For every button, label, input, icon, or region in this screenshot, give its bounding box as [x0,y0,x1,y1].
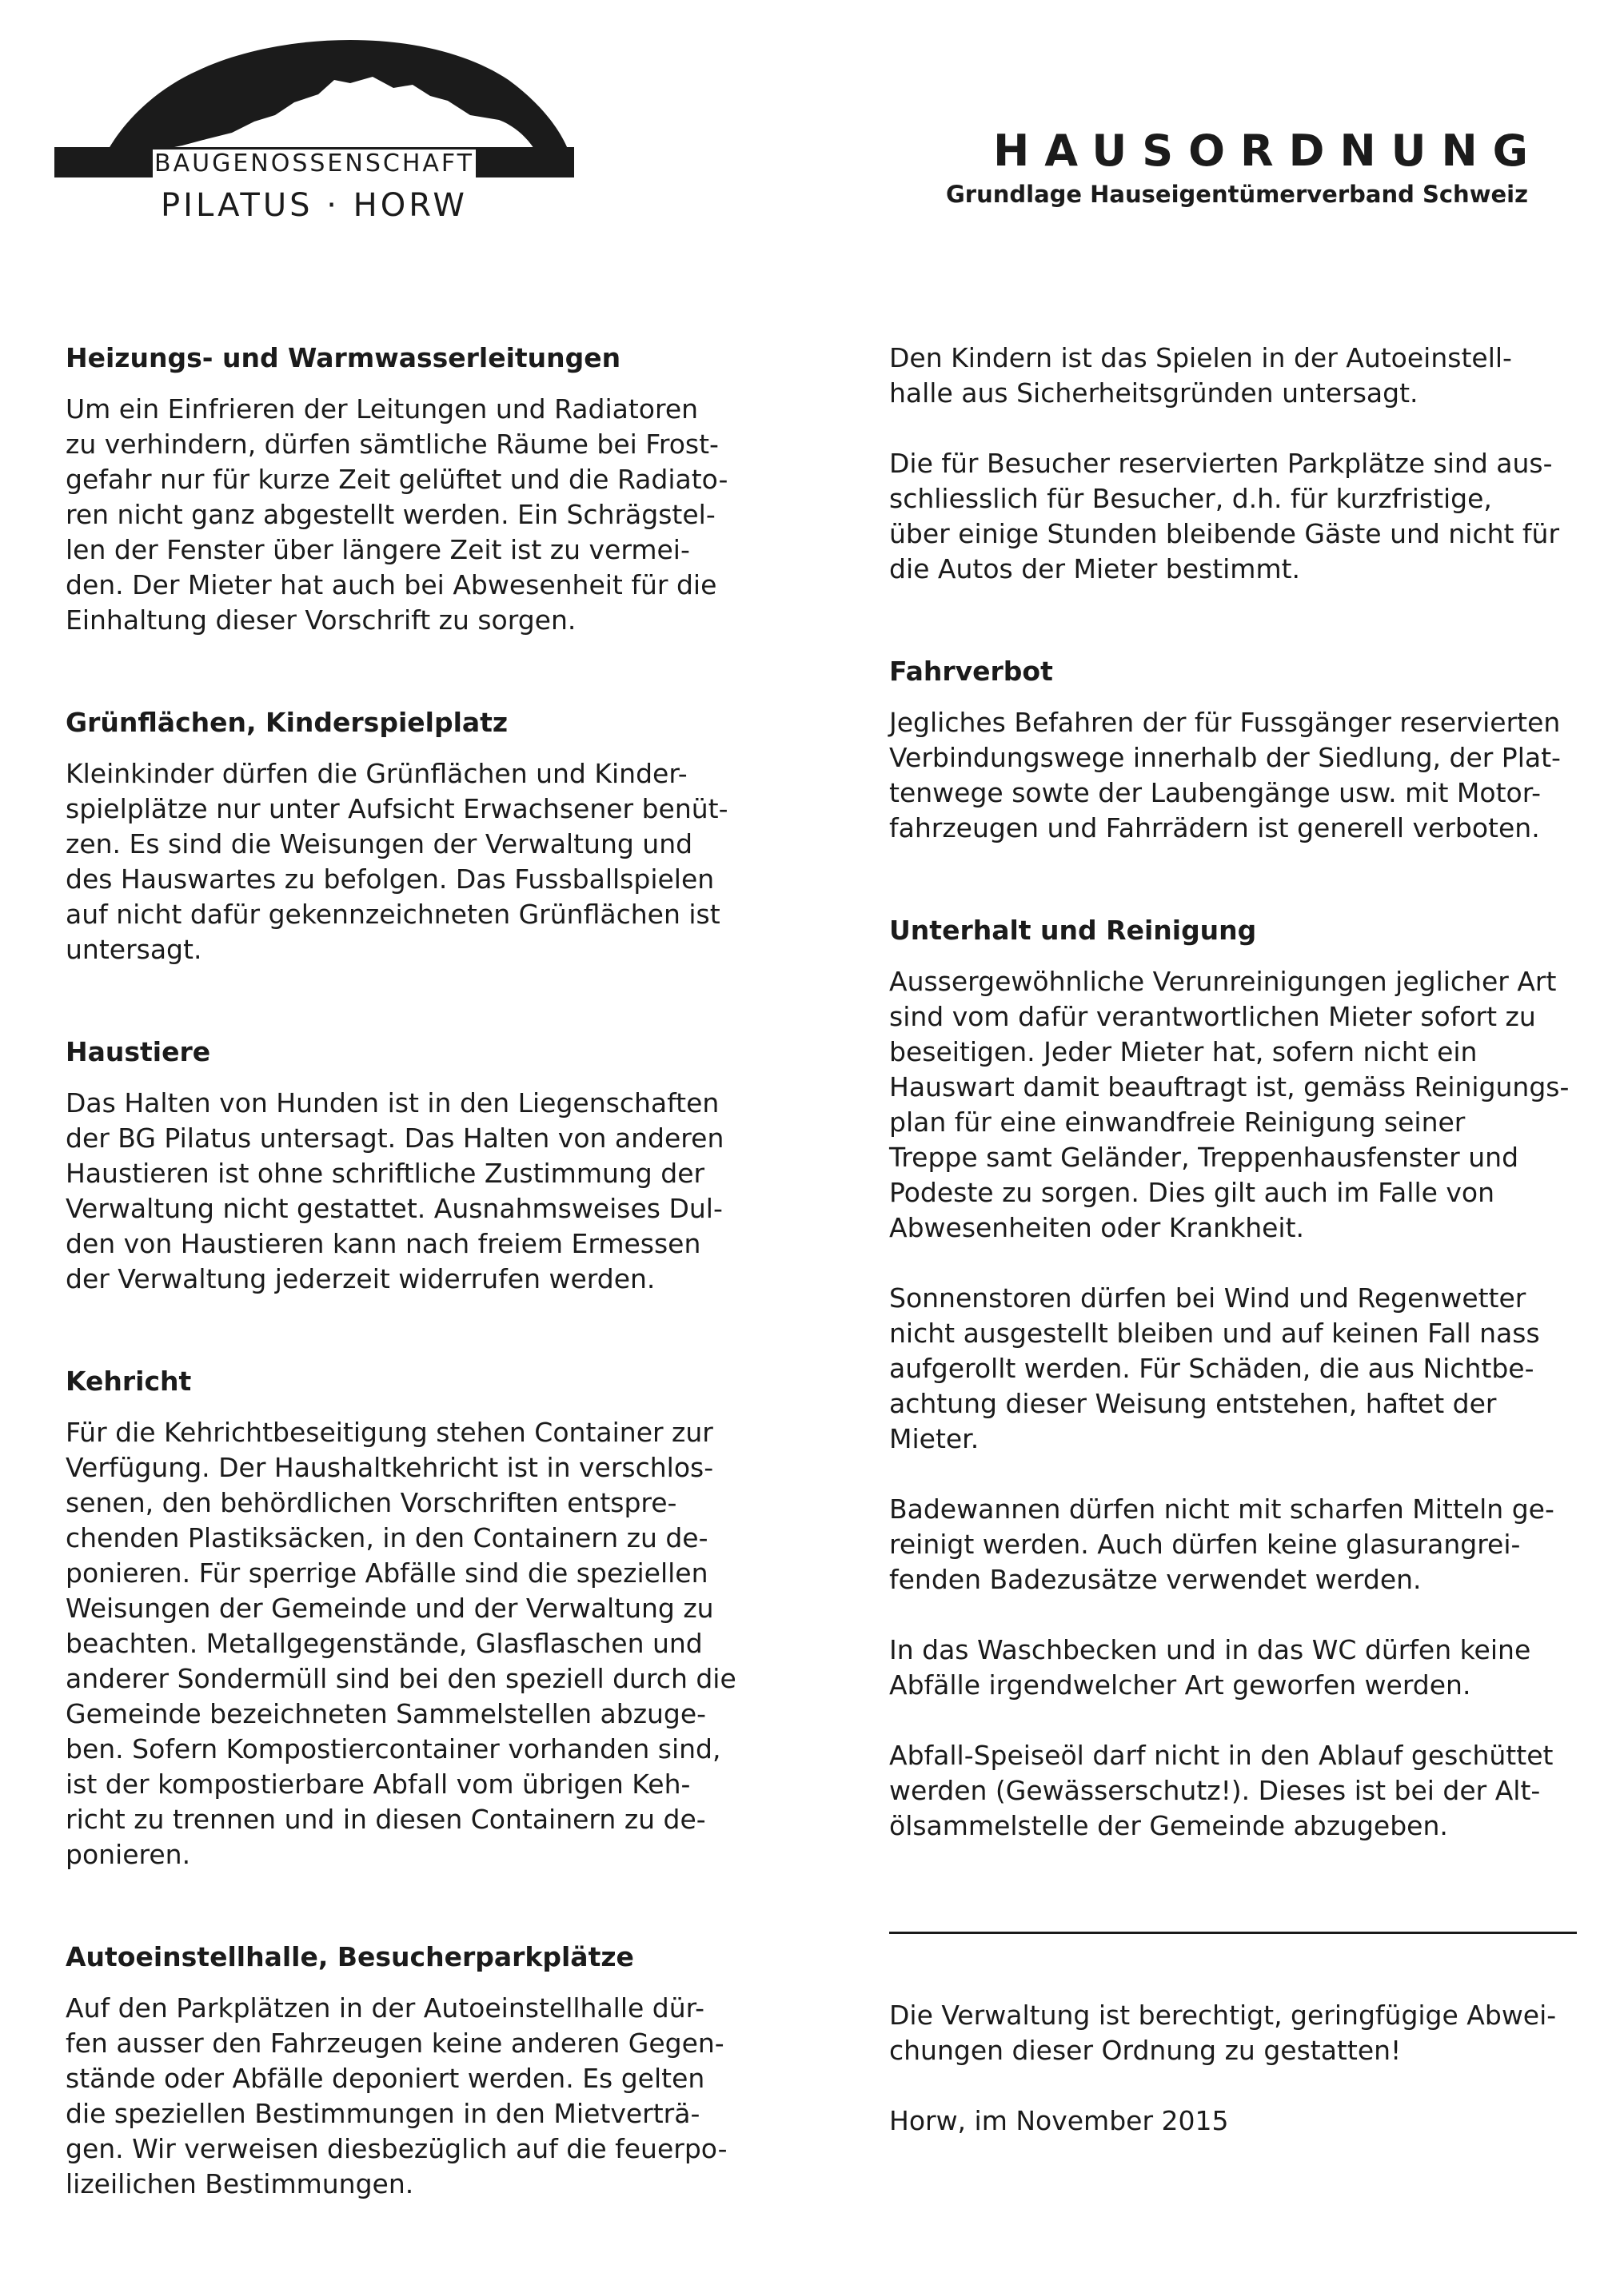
section-heading: Kehricht [66,1366,192,1397]
paragraph-waschbecken: In das Waschbecken und in das WC dürfen keine Abfälle irgendwelcher Art geworfen werden. [889,1634,1531,1701]
section-text: Kleinkinder dürfen die Grünflächen und Kinder- spielplätze nur unter Aufsicht Erwachsener benüt- zen. Es sind die Weisungen der Verwaltung und des Hauswartes zu befolgen. Das Fussballspielen auf nicht dafür gekennzeichneten Grünflächen ist untersagt. [66,758,728,965]
section-heading: Autoeinstellhalle, Besucherparkplätze [66,1941,634,1972]
logo-line-1: BAUGENOSSENSCHAFT [154,150,474,177]
paragraph-speiseoel: Abfall-Speiseöl darf nicht in den Ablauf geschüttet werden (Gewässerschutz!). Dieses ist bei der Alt- ölsammelstelle der Gemeinde abzugeben. [889,1740,1554,1841]
mountain-logo-icon [54,38,574,150]
section-heading-unterhalt: Unterhalt und Reinigung [889,915,1257,946]
document-header [945,126,1543,209]
logo [54,38,574,230]
paragraph-badewannen: Badewannen dürfen nicht mit scharfen Mitteln ge- reinigt werden. Auch dürfen keine glasurangrei- fenden Badezusätze verwendet werden. [889,1493,1554,1595]
section-heading: Heizungs- und Warmwasserleitungen [66,342,621,373]
document-title: HAUSORDNUNG [993,126,1543,176]
section-text: Auf den Parkplätzen in der Autoeinstellhalle dür- fen ausser den Fahrzeugen keine anderen Gegen- stände oder Abfälle deponiert werden. Es gelten die speziellen Bestimmungen in den Mietverträ- gen. Wir verweisen diesbezüglich auf die feuerpo- lizeilichen Bestimmungen. [66,1992,728,2199]
section-gruenflaechen [66,705,769,967]
paragraph-sonnenstoren: Sonnenstoren dürfen bei Wind und Regenwetter nicht ausgestellt bleiben und auf keinen Fall nass aufgerollt werden. Für Schäden, die aus Nichtbe- achtung dieser Weisung entstehen, haftet der Mieter. [889,1282,1540,1454]
section-heading: Haustiere [66,1036,211,1067]
paragraph-fahrverbot: Jegliches Befahren der für Fussgänger reservierten Verbindungswege innerhalb der Siedlung, der Plat- tenwege sowte der Laubengänge usw. mit Motor- fahrzeugen und Fahrrädern ist generell verboten. [889,707,1561,843]
section-heading: Grünflächen, Kinderspielplatz [66,707,509,738]
section-text: Das Halten von Hunden ist in den Liegenschaften der BG Pilatus untersagt. Das Halten von anderen Haustieren ist ohne schriftliche Zustimmung der Verwaltung nicht gestattet. Ausnahmsweises Dul- den von Haustieren kann nach freiem Ermessen der Verwaltung jederzeit widerrufen werden. [66,1087,724,1294]
section-text: Um ein Einfrieren der Leitungen und Radiatoren zu verhindern, dürfen sämtliche Räume bei Frost- gefahr nur für kurze Zeit gelüftet und die Radiato- ren nicht ganz abgestellt werden. Ein Schrägstel- len der Fenster über längere Zeit ist zu vermei- den. Der Mieter hat auch bei Abwesenheit für die Einhaltung dieser Vorschrift zu sorgen. [66,393,728,636]
section-kehricht [66,1364,769,1872]
place-date: Horw, im November 2015 [889,2105,1229,2136]
logo-line-2: PILATUS · HORW [161,187,468,224]
paragraph-besucherparkplaetze: Die für Besucher reservierten Parkplätze sind aus- schliesslich für Besucher, d.h. für kurzfristige, über einige Stunden bleibende Gäste und nicht für die Autos der Mieter bestimmt. [889,448,1560,584]
section-heizung [66,341,769,638]
section-heading-fahrverbot: Fahrverbot [889,656,1053,687]
divider-line [889,1932,1577,1934]
paragraph-kinder-autoeinstellhalle: Den Kindern ist das Spielen in der Autoeinstell- halle aus Sicherheitsgründen untersagt. [889,342,1512,409]
section-text: Für die Kehrichtbeseitigung stehen Container zur Verfügung. Der Haushaltkehricht ist in verschlos- senen, den behördlichen Vorschriften entspre- chenden Plastiksäcken, in den Containern zu de- ponieren. Für sperrige Abfälle sind die speziellen Weisungen der Gemeinde und der Verwaltung zu beachten. Metallgegenstände, Glasflaschen und anderer Sondermüll sind bei den speziell durch die Gemeinde bezeichneten Sammelstellen abzuge- ben. Sofern Kompostiercontainer vorhanden sind, ist der kompostierbare Abfall vom übrigen Keh- richt zu trennen und in diesen Containern zu de- ponieren. [66,1417,736,1870]
paragraph-verunreinigungen: Aussergewöhnliche Verunreinigungen jeglicher Art sind vom dafür verantwortlichen Mieter sofort zu beseitigen. Jeder Mieter hat, sofern nicht ein Hauswart damit beauftragt ist, gemäss Reinigungs- plan für eine einwandfreie Reinigung seiner Treppe samt Geländer, Treppenhausfenster und Podeste zu sorgen. Dies gilt auch im Falle von Abwesenheiten oder Krankheit. [889,966,1570,1243]
section-haustiere [66,1035,769,1297]
right-column [889,341,1577,2139]
section-autoeinstellhalle [66,1940,769,2202]
left-column [66,341,769,2269]
document-subtitle: Grundlage Hauseigentümerverband Schweiz [945,181,1528,208]
closing-statement: Die Verwaltung ist berechtigt, geringfügige Abwei- chungen dieser Ordnung zu gestatten! [889,2000,1557,2066]
